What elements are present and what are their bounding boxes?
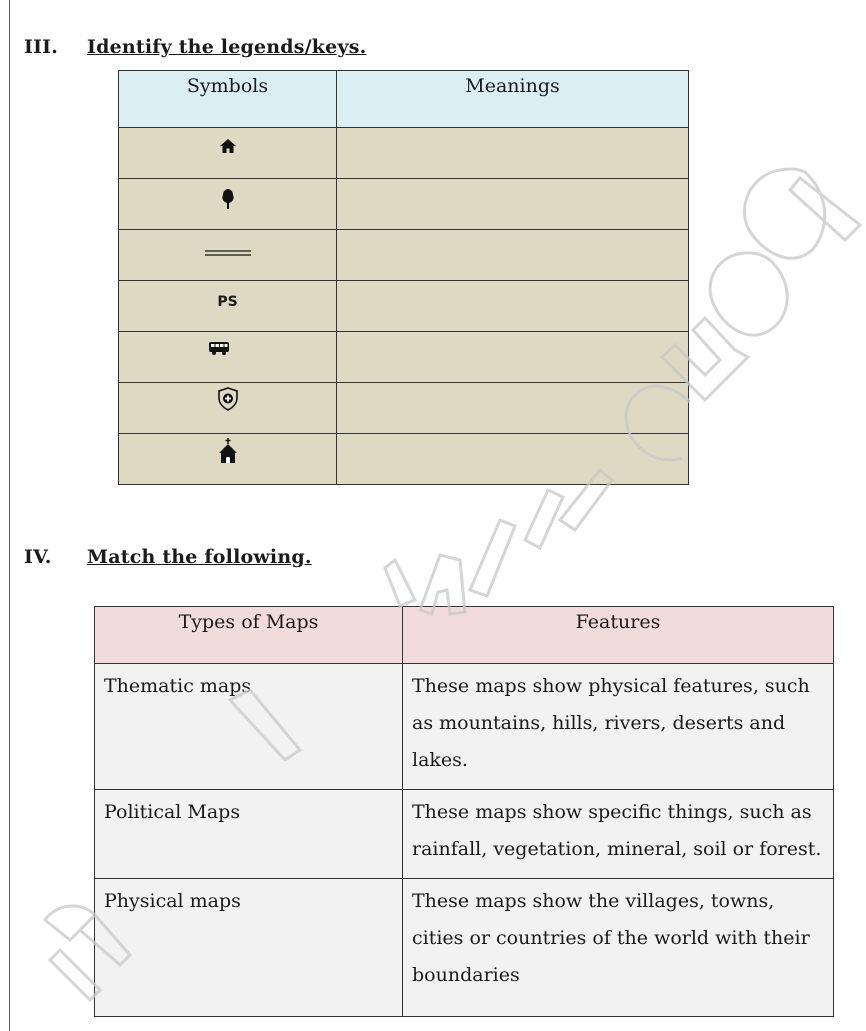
feature-cell: These maps show specific things, such as rainfall, vegetation, mineral, soil or forest. — [403, 790, 834, 879]
church-icon — [217, 437, 239, 465]
legend-meaning-cell[interactable] — [337, 230, 689, 281]
section-4-number: IV. — [24, 546, 52, 568]
legend-header-row — [119, 71, 689, 128]
feature-cell: These maps show physical features, such as mountains, hills, rivers, deserts and lakes. — [403, 664, 834, 790]
legend-symbol-cell — [119, 128, 337, 179]
legend-symbol-cell — [119, 281, 337, 332]
legend-header-meanings: Meanings — [337, 71, 689, 128]
legend-meaning-cell[interactable] — [337, 281, 689, 332]
legend-meaning-cell[interactable] — [337, 383, 689, 434]
match-row — [95, 879, 834, 1017]
ps-symbol-text: PS — [217, 294, 238, 310]
legend-meaning-cell[interactable] — [337, 128, 689, 179]
legend-header-symbols: Symbols — [119, 71, 337, 128]
legend-meaning-cell[interactable] — [337, 434, 689, 485]
legend-row — [119, 128, 689, 179]
match-row — [95, 790, 834, 879]
legend-row — [119, 434, 689, 485]
match-header-row — [95, 607, 834, 664]
legend-meaning-cell[interactable] — [337, 332, 689, 383]
section-3-number: III. — [24, 36, 59, 58]
match-header-types: Types of Maps — [95, 607, 403, 664]
section-3-title: Identify the legends/keys. — [87, 36, 367, 58]
map-type-cell: Political Maps — [95, 790, 403, 879]
legend-row — [119, 332, 689, 383]
tree-icon — [221, 188, 235, 210]
feature-cell: These maps show the villages, towns, cities or countries of the world with their boundaries — [403, 879, 834, 1017]
legend-symbol-cell — [119, 383, 337, 434]
double-line-road-icon — [204, 239, 252, 263]
legend-table — [118, 70, 689, 485]
legend-symbol-cell — [119, 179, 337, 230]
legend-row — [119, 281, 689, 332]
legend-symbol-cell — [119, 434, 337, 485]
match-header-features: Features — [403, 607, 834, 664]
map-type-cell: Physical maps — [95, 879, 403, 1017]
hospital-shield-icon — [217, 387, 239, 411]
legend-symbol-cell — [119, 230, 337, 281]
house-icon — [219, 137, 237, 155]
bus-icon — [208, 340, 230, 356]
legend-meaning-cell[interactable] — [337, 179, 689, 230]
match-table — [94, 606, 834, 1017]
map-type-cell: Thematic maps — [95, 664, 403, 790]
legend-symbol-cell — [119, 332, 337, 383]
page-left-border — [9, 0, 10, 1031]
legend-row — [119, 230, 689, 281]
section-4-title: Match the following. — [87, 546, 312, 568]
legend-row — [119, 179, 689, 230]
legend-row — [119, 383, 689, 434]
match-row — [95, 664, 834, 790]
